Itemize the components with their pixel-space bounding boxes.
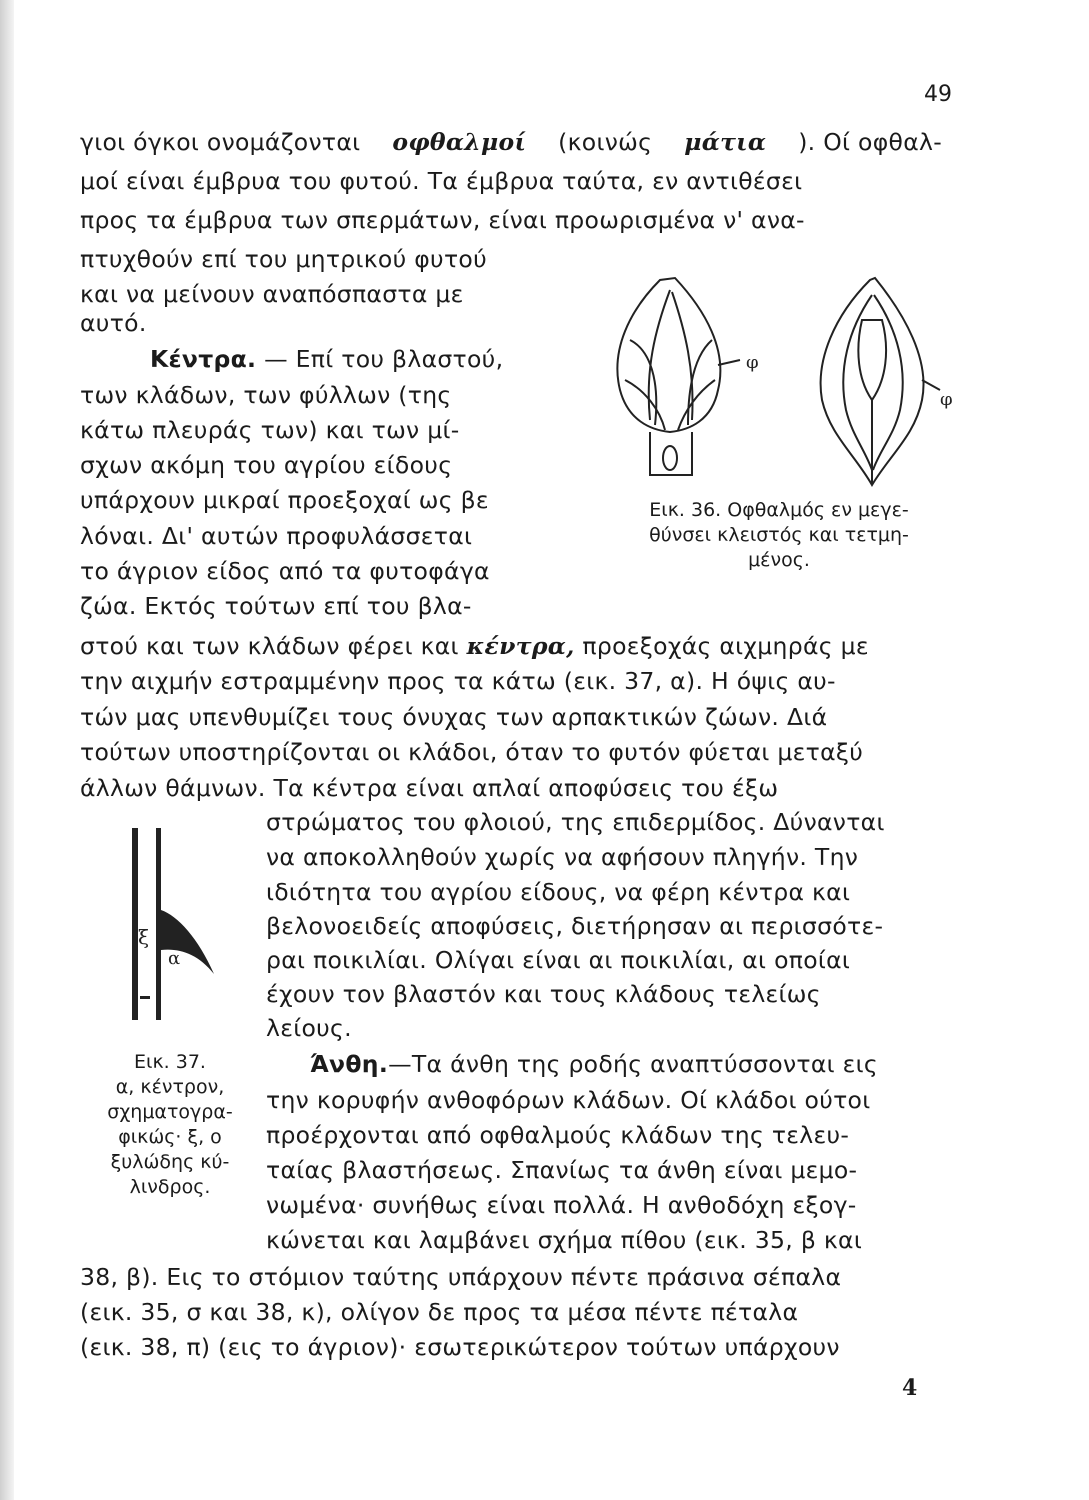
text-line-3: προς τα έμβρυα των σπερμάτων, είναι προωρισμένα ν' ανα- [80,206,805,234]
text-line-2: μοί είναι έμβρυα του φυτού. Τα έμβρυα ταύτα, εν αντιθέσει [80,167,803,195]
text-run: γιοι όγκοι ονομάζονται [80,128,361,156]
page-number: 49 [924,82,952,107]
text-line-14: ζώα. Εκτός τούτων επί του βλα- [80,592,472,620]
text-line-6: αυτό. [80,309,147,337]
bud-closed-drawing [617,278,740,475]
heading-kentra: Κέντρα. [150,345,257,373]
thorn-stem-left-edge [132,828,138,1020]
text-line-26: λείους. [266,1014,352,1042]
thorn-mark [140,996,150,999]
caption-line: ξυλώδης κύ- [110,1151,230,1173]
text-line-18: τούτων υποστηρίζονται οι κλάδοι, όταν το φυτόν φύεται μεταξύ [80,738,864,766]
fig36-label-left: φ [746,352,759,373]
text-line-5: και να μείνουν αναπόσπαστα με [80,280,464,308]
caption-line: λινδρος. [129,1176,211,1198]
text-line-24: ραι ποικιλίαι. Ολίγαι είναι αι ποικιλίαι, αι οποίαι [266,946,851,974]
bud-section-drawing [821,278,940,485]
text-line-35: (εικ. 38, π) (εις το άγριον)· εσωτερικώτερον τούτων υπάρχουν [80,1333,840,1361]
fig37-label-xi: ξ [138,925,150,949]
text-line-1 [80,128,942,156]
term-ofthalmoi: οφθαλμοί [392,128,527,156]
caption-line: σχηματογρα- [107,1101,233,1123]
figure-37-thorn [118,828,228,1028]
text-run: ). Οί οφθαλ- [798,128,942,156]
text-line-8: των κλάδων, των φύλλων (της [80,381,452,409]
caption-line: φικώς· ξ, ο [118,1126,222,1148]
text-run: (κοινώς [558,128,653,156]
text-line-30: ταίας βλαστήσεως. Σπανίως τα άνθη είναι μεμο- [266,1156,858,1184]
fig37-label-alpha: α [168,948,181,969]
text-line-21: να αποκολληθούν χωρίς να αφήσουν πληγήν. Την [266,843,859,871]
text-line-32: κώνεται και λαμβάνει σχήμα πίθου (εικ. 35, β και [266,1226,863,1254]
figure-36-bud [600,270,960,500]
text-line-33: 38, β). Εις το στόμιον ταύτης υπάρχουν πέντε πράσινα σέπαλα [80,1263,842,1291]
text-line-12: λόναι. Δι' αυτών προφυλάσσεται [80,522,473,550]
text-line-25: έχουν τον βλαστόν και τους κλάδους τελείως [266,980,821,1008]
term-kentra: κέντρα, [466,632,575,660]
text-line-4: πτυχθούν επί του μητρικού φυτού [80,245,487,273]
text-line-17: τών μας υπενθυμίζει τους όνυχας των αρπακτικών ζώων. Διά [80,703,828,731]
text-line-34: (εικ. 35, σ και 38, κ), ολίγον δε προς τα μέσα πέντε πέταλα [80,1298,799,1326]
text-line-16: την αιχμήν εστραμμένην προς τα κάτω (εικ. 37, α). Η όψις αυ- [80,667,836,695]
text-line-27 [266,1050,878,1078]
text-line-22: ιδιότητα του αγρίου είδους, να φέρη κέντρα και [266,878,851,906]
page-spine-shadow [0,0,14,1500]
text-line-11: υπάρχουν μικραί προεξοχαί ως βε [80,486,489,514]
text-line-31: νωμένα· συνήθως είναι πολλά. Η ανθοδόχη εξογ- [266,1191,857,1219]
caption-line: Εικ. 36. Οφθαλμός εν μεγε- [649,499,909,521]
signature-mark: 4 [902,1375,918,1401]
text-line-13: το άγριον είδος από τα φυτοφάγα [80,557,490,585]
text-run: προεξοχάς αιχμηράς με [582,632,869,660]
text-line-7 [80,345,503,373]
text-line-23: βελονοειδείς αποφύσεις, διετήρησαν αι περισσότε- [266,912,884,940]
caption-line: α, κέντρον, [115,1076,225,1098]
figure-36-caption [604,498,954,573]
text-line-29: προέρχονται από οφθαλμούς κλάδων της τελευ- [266,1121,850,1149]
text-run: —Τα άνθη της ροδής αναπτύσσονται εις [388,1050,878,1078]
fig36-label-right: φ [940,389,953,410]
caption-line: Εικ. 37. [134,1051,206,1073]
caption-line: θύνσει κλειστός και τετμη- [649,524,909,546]
text-line-9: κάτω πλευράς των) και των μί- [80,416,460,444]
text-line-19: άλλων θάμνων. Τα κέντρα είναι απλαί αποφύσεις του έξω [80,774,779,802]
text-line-15 [80,632,869,660]
text-line-28: την κορυφήν ανθοφόρων κλάδων. Οί κλάδοι ούτοι [266,1086,871,1114]
heading-anthi: Άνθη. [310,1050,389,1078]
text-line-20: στρώματος του φλοιού, της επιδερμίδος. Δύνανται [266,808,885,836]
text-run: στού και των κλάδων φέρει και [80,632,459,660]
caption-line: μένος. [748,549,810,571]
text-run: — Επί του βλαστού, [264,345,504,373]
text-line-10: σχων ακόμη του αγρίου είδους [80,451,453,479]
figure-37-caption [80,1050,260,1200]
term-matia: μάτια [684,128,767,156]
thorn-stem-right-edge [156,828,161,1020]
